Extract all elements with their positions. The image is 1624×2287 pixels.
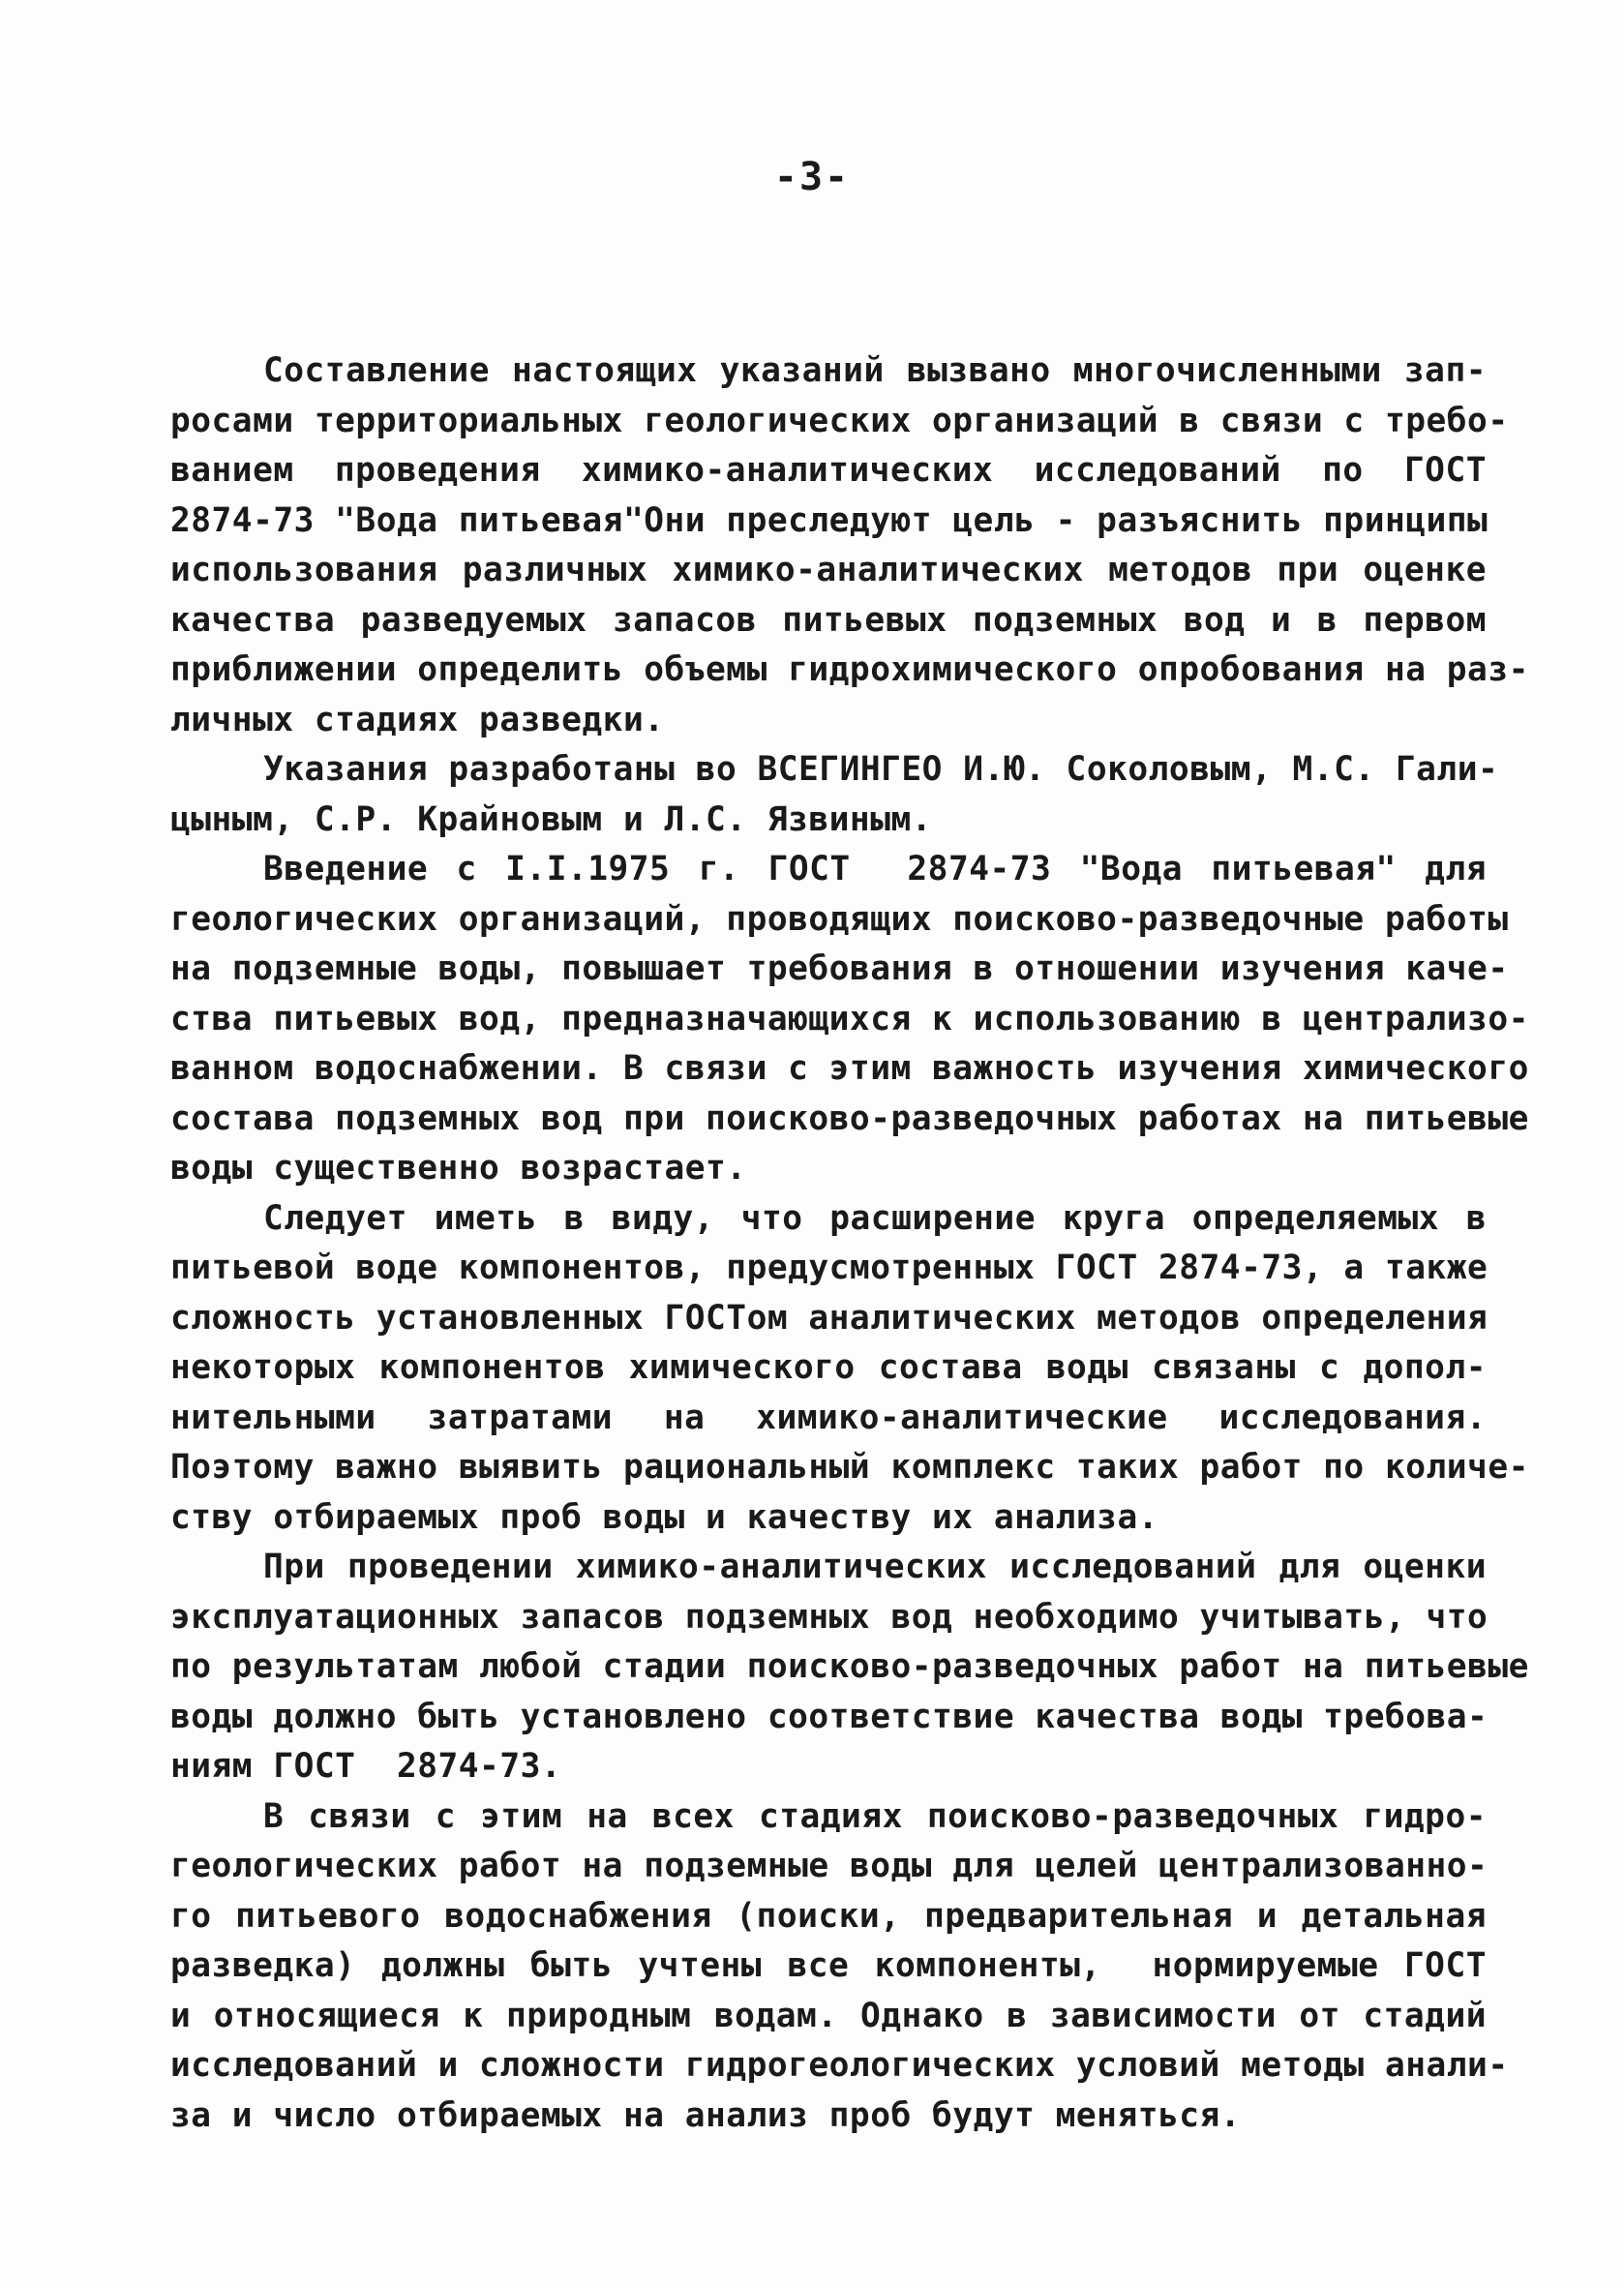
paragraph-5 bbox=[170, 1543, 1529, 1792]
text-line: цыным, С.Р. Крайновым и Л.С. Язвиным. bbox=[170, 799, 933, 839]
text-line: ству отбираемых проб воды и качеству их анализа. bbox=[170, 1497, 1158, 1537]
text-line: ванном водоснабжении. В связи с этим важность изучения химического bbox=[170, 1049, 1529, 1088]
text-line: нительными затратами на химико-аналитические исследования. bbox=[170, 1398, 1487, 1437]
text-line: Следует иметь в виду, что расширение круга определяемых в bbox=[263, 1198, 1487, 1238]
text-line: В связи с этим на всех стадиях поисково-разведочных гидро- bbox=[263, 1796, 1487, 1836]
text-line: ства питьевых вод, предназначающихся к использованию в централизо- bbox=[170, 999, 1529, 1038]
paragraph-1 bbox=[170, 346, 1529, 745]
text-line: использования различных химико-аналитических методов при оценке bbox=[170, 551, 1487, 589]
text-line: Поэтому важно выявить рациональный комплекс таких работ по количе- bbox=[170, 1448, 1529, 1487]
text-line: При проведении химико-аналитических исследований для оценки bbox=[263, 1548, 1487, 1586]
text-line: Введение с I.I.1975 г. ГОСТ 2874-73 "Вода питьевая" для bbox=[263, 850, 1487, 888]
text-line: геологических организаций, проводящих поисково-разведочные работы bbox=[170, 899, 1509, 939]
text-line: по результатам любой стадии поисково-разведочных работ на питьевые bbox=[170, 1647, 1529, 1686]
text-line: воды должно быть установлено соответствие качества воды требова- bbox=[170, 1697, 1489, 1736]
text-line: личных стадиях разведки. bbox=[170, 700, 665, 739]
paragraph-2 bbox=[170, 745, 1499, 845]
paragraph-4 bbox=[170, 1194, 1529, 1544]
text-line: разведка) должны быть учтены все компоненты, нормируемые ГОСТ bbox=[170, 1946, 1487, 1985]
text-line: и относящиеся к природным водам. Однако в зависимости от стадий bbox=[170, 1996, 1487, 2035]
text-line: росами территориальных геологических организаций в связи с требо- bbox=[170, 401, 1509, 440]
text-line: го питьевого водоснабжения (поиски, предварительная и детальная bbox=[170, 1896, 1487, 1936]
text-line: исследований и сложности гидрогеологических условий методы анали- bbox=[170, 2046, 1509, 2085]
text-line: Составление настоящих указаний вызвано многочисленными зап- bbox=[263, 351, 1487, 390]
text-line: 2874-73 "Вода питьевая"Они преследуют цель - разъяснить принципы bbox=[170, 500, 1489, 540]
text-line: ниям ГОСТ 2874-73. bbox=[170, 1747, 562, 1786]
page-number: -3- bbox=[773, 155, 851, 199]
text-line: сложность установленных ГОСТом аналитических методов определения bbox=[170, 1298, 1489, 1338]
text-line: за и число отбираемых на анализ проб будут меняться. bbox=[170, 2095, 1242, 2135]
body-text bbox=[170, 346, 1529, 2141]
paragraph-3 bbox=[170, 845, 1529, 1194]
text-line: некоторых компонентов химического состава воды связаны с допол- bbox=[170, 1348, 1487, 1387]
text-line: приближении определить объемы гидрохимического опробования на раз- bbox=[170, 650, 1529, 689]
text-line: на подземные воды, повышает требования в отношении изучения каче- bbox=[170, 949, 1509, 988]
text-line: питьевой воде компонентов, предусмотренных ГОСТ 2874-73, а также bbox=[170, 1249, 1489, 1287]
text-line: состава подземных вод при поисково-разведочных работах на питьевые bbox=[170, 1098, 1529, 1138]
text-line: эксплуатационных запасов подземных вод необходимо учитывать, что bbox=[170, 1597, 1489, 1637]
text-line: ванием проведения химико-аналитических исследований по ГОСТ bbox=[170, 451, 1487, 490]
paragraph-6 bbox=[170, 1792, 1509, 2142]
text-line: качества разведуемых запасов питьевых подземных вод и в первом bbox=[170, 600, 1487, 640]
text-line: Указания разработаны во ВСЕГИНГЕО И.Ю. Соколовым, М.С. Гали- bbox=[263, 750, 1499, 789]
text-line: геологических работ на подземные воды для целей централизованно- bbox=[170, 1847, 1489, 1885]
text-line: воды существенно возрастает. bbox=[170, 1149, 747, 1188]
